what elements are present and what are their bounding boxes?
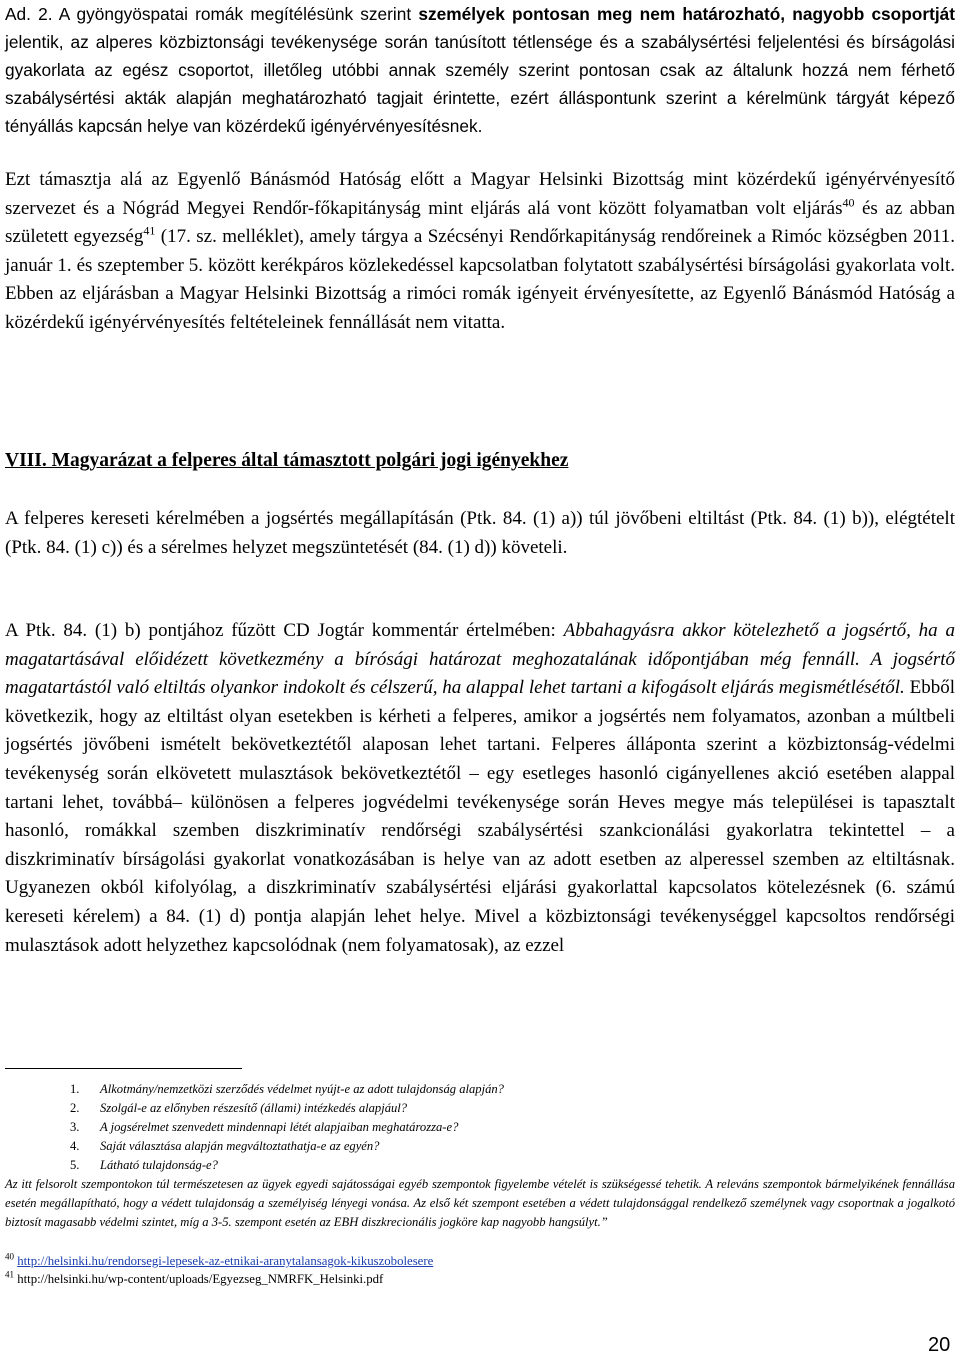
- paragraph-text: Ebből következik, hogy az eltiltást olyan esetekben is kérheti a felperes, amikor a jogsértés nem folyamatos, azonban a múltbeli jogsértés jövőbeni ismételt bekövetkeztétől alaposan lehet tartani. Felperes álláponta szerint a közbiztonság-védelmi tevékenység során elkövetett mulasztások bekövetkeztétől – egy esetleges hasonló cigányellenes akció esetében alappal tartani lehet, továbbá– különösen a felperes jogvédelmi tevékenysége során Heves megye más települései is tapasztalt hasonló, romákkal szemben diszkriminatív rendőrségi szabálysértési szankcionálási gyakorlatra tekintettel – a diszkriminatív bírságolási gyakorlat vonatkozásában is helye van az adott esetben az alperessel szemben az eltiltásnak. Ugyanezen okból kifolyólag, a diszkriminatív szabálysértési eljárási gyakorlattal kapcsolatos kötelezésnek (6. számú kereseti kérelem) a 84. (1) d) pontja alapján lehet helye. Mivel a közbiztonsági tevékenységgel kapcsoltos rendőrségi mulasztások adott helyzethez kapcsolódnak (nem folyamatosak), az ezzel: [5, 677, 955, 956]
- list-text: Látható tulajdonság-e?: [100, 1158, 218, 1172]
- section-heading: VIII. Magyarázat a felperes által támasztott polgári jogi igényekhez: [5, 450, 569, 471]
- paragraph-text: (17. sz. melléklet), amely tárgya a Szécsényi Rendőrkapitányság rendőreinek a Rimóc községben 2011. január 1. és szeptember 5. között kerékpáros közlekedéssel kapcsolatban folytatott szabálysértési bírságolási gyakorlata volt. Ebben az eljárásban a Magyar Helsinki Bizottság a rimóci romák igényeit érvényesítette, az Egyenlő Bánásmód Hatóság a közérdekű igényérvényesítés feltételeinek fennállását nem vitatta.: [5, 226, 955, 333]
- footnote-number: 40: [5, 1251, 14, 1262]
- quotation-text: Abbahagyásra akkor kötelezhető a jogsértő, ha a magatartásával előidézett következmény a bírósági határozat meghozatalának időpontjában még fennáll. A jogsértő magatartástól való eltiltás olyankor indokolt és célszerű, ha alappal lehet tartani a kifogásolt eljárás megismétlésétől.: [5, 620, 955, 699]
- paragraph-text: és az abban született egyezség: [5, 197, 955, 248]
- footnote-41: [5, 1270, 383, 1288]
- list-number: 4.: [70, 1139, 80, 1153]
- list-text: Szolgál-e az előnyben részesítő (állami) intézkedés alapjául?: [100, 1101, 408, 1115]
- list-item: [70, 1137, 504, 1156]
- list-text: Alkotmány/nemzetközi szerződés védelmet nyújt-e az adott tulajdonság alapján?: [100, 1082, 504, 1096]
- list-item: [70, 1156, 504, 1175]
- footnote-paragraph: Az itt felsorolt szempontokon túl természetesen az ügyek egyedi sajátosságai egyéb szempontok figyelembe vételét is szükségessé tehetik. A releváns szempontok bármelyikének fennállása esetén megállapítható, hogy a védett tulajdonság a személyiség lényegi vonása. Az első két szempont esetében a védett tulajdonsággal rendelkező személynek vagy csoportnak a jogalkotó biztosít magasabb védelmi szintet, míg a 3-5. szempont esetén az EBH diszkrecionális jogköre kap nagyobb hangsúlyt.”: [5, 1177, 955, 1229]
- list-item: [70, 1118, 504, 1137]
- paragraph-label: Ad. 2.: [5, 4, 53, 24]
- footnote-separator: [5, 1068, 242, 1069]
- list-item: [70, 1099, 504, 1118]
- page-number: 20: [928, 1334, 951, 1356]
- paragraph-commentary: [5, 617, 955, 960]
- list-number: 5.: [70, 1158, 80, 1172]
- list-number: 2.: [70, 1101, 80, 1115]
- list-text: Saját választása alapján megváltoztathatja-e az egyén?: [100, 1139, 380, 1153]
- footnote-40: [5, 1252, 433, 1270]
- paragraph-text: Ezt támasztja alá az Egyenlő Bánásmód Hatóság előtt a Magyar Helsinki Bizottság mint közérdekű igényérvényesítő szervezet és a Nógrád Megyei Rendőr-főkapitányság mint eljárás alá vont között folyamatban volt eljárás: [5, 169, 955, 219]
- paragraph-ad2: [5, 0, 955, 140]
- list-number: 3.: [70, 1120, 80, 1134]
- footnote-url-text: http://helsinki.hu/wp-content/uploads/Egyezseg_NMRFK_Helsinki.pdf: [17, 1272, 384, 1286]
- footnote-marker[interactable]: 40: [842, 195, 855, 210]
- paragraph-text: jelentik, az alperes közbiztonsági tevékenysége során tanúsított tétlensége és a szabálysértési feljelentési és bírságolási gyakorlata az egész csoportot, illetőleg utóbbi annak személy szerint pontosan csak az általunk hozzá nem férhető szabálysértési akták alapján meghatározható tagjait érintette, ezért álláspontunk szerint a kérelmünk tárgyát képező tényállás kapcsán helye van közérdekű igényérvényesítésnek.: [5, 32, 955, 136]
- list-item: [70, 1080, 504, 1099]
- paragraph-text: A Ptk. 84. (1) b) pontjához fűzött CD Jogtár kommentár értelmében:: [5, 620, 564, 641]
- footnote-number: 41: [5, 1269, 14, 1280]
- footnote-link[interactable]: http://helsinki.hu/rendorsegi-lepesek-az-etnikai-aranytalansagok-kikuszobolesere: [17, 1254, 434, 1268]
- list-text: A jogsérelmet szenvedett mindennapi létét alapjaiban meghatározza-e?: [100, 1120, 459, 1134]
- paragraph-precedent: [5, 166, 955, 338]
- footnote-marker[interactable]: 41: [143, 223, 156, 238]
- list-number: 1.: [70, 1082, 80, 1096]
- paragraph-text: A gyöngyöspatai romák megítélésünk szerint: [52, 4, 419, 24]
- emphasis-text: személyek pontosan meg nem határozható, nagyobb csoportját: [418, 4, 955, 24]
- paragraph-claims: A felperes kereseti kérelmében a jogsértés megállapításán (Ptk. 84. (1) a)) túl jövőbeni eltiltást (Ptk. 84. (1) b)), elégtételt (Ptk. 84. (1) c)) és a sérelmes helyzet megszüntetését (84. (1) d)) követeli.: [5, 508, 955, 558]
- footnote-question-list: [70, 1080, 504, 1175]
